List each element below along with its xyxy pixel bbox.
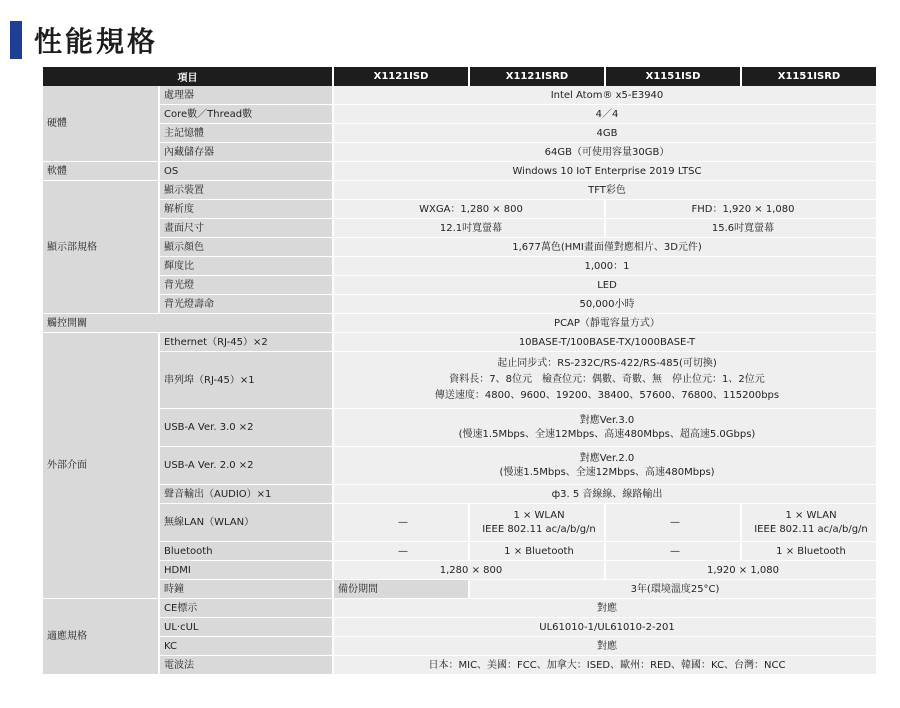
table-row bbox=[43, 124, 876, 143]
spec-value-15: 1,920 × 1,080 bbox=[605, 561, 876, 580]
wlan-line-2: IEEE 802.11 ac/a/b/g/n bbox=[482, 523, 596, 535]
spec-label: 無線LAN（WLAN） bbox=[159, 504, 333, 542]
serial-line-3: 傳送速度：4800、9600、19200、38400、57600、76800、115200bps bbox=[434, 390, 780, 401]
spec-value-dash: — bbox=[605, 504, 741, 542]
spec-value: Intel Atom® x5-E3940 bbox=[333, 86, 876, 105]
spec-value-15: FHD：1,920 × 1,080 bbox=[605, 200, 876, 219]
table-row bbox=[43, 314, 876, 333]
spec-value: Windows 10 IoT Enterprise 2019 LTSC bbox=[333, 162, 876, 181]
spec-value: PCAP（靜電容量方式） bbox=[333, 314, 876, 333]
header-model-3: X1151ISD bbox=[605, 67, 741, 86]
spec-value-15: 15.6吋寬螢幕 bbox=[605, 219, 876, 238]
spec-value: 10BASE-T/100BASE-TX/1000BASE-T bbox=[333, 333, 876, 352]
spec-value: 日本：MIC、美國：FCC、加拿大：ISED、歐州：RED、韓國：KC、台灣：NCC bbox=[333, 656, 876, 675]
spec-label: 顯示顏色 bbox=[159, 238, 333, 257]
table-row bbox=[43, 200, 876, 219]
spec-value: 對應 bbox=[333, 637, 876, 656]
header-row bbox=[43, 67, 876, 86]
spec-label: USB-A Ver. 2.0 ×2 bbox=[159, 447, 333, 485]
table-row bbox=[43, 257, 876, 276]
spec-label: USB-A Ver. 3.0 ×2 bbox=[159, 409, 333, 447]
wlan-line-1: 1 × WLAN bbox=[513, 509, 565, 521]
spec-label: 電波法 bbox=[159, 656, 333, 675]
header-item: 項目 bbox=[43, 67, 333, 86]
table-row bbox=[43, 580, 876, 599]
usb3-line-1: 對應Ver.3.0 bbox=[579, 414, 635, 426]
category-hardware: 硬體 bbox=[43, 86, 159, 162]
spec-value: UL61010-1/UL61010-2-201 bbox=[333, 618, 876, 637]
table-row bbox=[43, 409, 876, 447]
spec-value: TFT彩色 bbox=[333, 181, 876, 200]
spec-value-dash: — bbox=[333, 542, 469, 561]
spec-value: ф3. 5 音線線、線路輸出 bbox=[333, 485, 876, 504]
spec-label: Ethernet（RJ-45）×2 bbox=[159, 333, 333, 352]
spec-value bbox=[741, 504, 876, 542]
spec-value: 4GB bbox=[333, 124, 876, 143]
serial-line-2: 資料長：7、8位元 檢查位元：偶數、奇數、無 停止位元：1、2位元 bbox=[449, 374, 765, 385]
spec-label: 畫面尺寸 bbox=[159, 219, 333, 238]
spec-label: Bluetooth bbox=[159, 542, 333, 561]
spec-value: LED bbox=[333, 276, 876, 295]
spec-value: 1,677萬色(HMI畫面僅對應相片、3D元件) bbox=[333, 238, 876, 257]
spec-label: 顯示裝置 bbox=[159, 181, 333, 200]
spec-value: 4／4 bbox=[333, 105, 876, 124]
spec-label: 主記憶體 bbox=[159, 124, 333, 143]
spec-label: HDMI bbox=[159, 561, 333, 580]
table-row bbox=[43, 656, 876, 675]
category-standards: 適應規格 bbox=[43, 599, 159, 675]
spec-label: 輝度比 bbox=[159, 257, 333, 276]
category-software: 軟體 bbox=[43, 162, 159, 181]
table-row bbox=[43, 618, 876, 637]
table-row bbox=[43, 447, 876, 485]
spec-label: UL·cUL bbox=[159, 618, 333, 637]
table-row bbox=[43, 599, 876, 618]
table-row bbox=[43, 504, 876, 542]
table-row bbox=[43, 542, 876, 561]
table-row bbox=[43, 181, 876, 200]
spec-value: 64GB（可使用容量30GB） bbox=[333, 143, 876, 162]
spec-label: 解析度 bbox=[159, 200, 333, 219]
spec-value-dash: — bbox=[333, 504, 469, 542]
spec-label: OS bbox=[159, 162, 333, 181]
table-row bbox=[43, 333, 876, 352]
spec-value: 1 × Bluetooth bbox=[741, 542, 876, 561]
spec-value: 1,000：1 bbox=[333, 257, 876, 276]
header-model-1: X1121ISD bbox=[333, 67, 469, 86]
category-interface: 外部介面 bbox=[43, 333, 159, 599]
title-accent-bar bbox=[10, 21, 22, 59]
wlan-line-2: IEEE 802.11 ac/a/b/g/n bbox=[754, 523, 868, 535]
table-row bbox=[43, 143, 876, 162]
spec-value: 對應 bbox=[333, 599, 876, 618]
table-row bbox=[43, 637, 876, 656]
table-row bbox=[43, 219, 876, 238]
category-touch: 觸控開關 bbox=[43, 314, 333, 333]
spec-value bbox=[333, 447, 876, 485]
page-title: 性能規格 bbox=[34, 25, 159, 58]
spec-label: 處理器 bbox=[159, 86, 333, 105]
table-row bbox=[43, 86, 876, 105]
table-row bbox=[43, 276, 876, 295]
spec-label: 內藏儲存器 bbox=[159, 143, 333, 162]
table-row bbox=[43, 561, 876, 580]
table-row bbox=[43, 485, 876, 504]
table-row bbox=[43, 162, 876, 181]
spec-value-12: WXGA：1,280 × 800 bbox=[333, 200, 605, 219]
spec-table bbox=[43, 67, 876, 675]
spec-value-12: 12.1吋寬螢幕 bbox=[333, 219, 605, 238]
category-clock: 時鐘 bbox=[159, 580, 333, 599]
spec-label: 備份期間 bbox=[333, 580, 469, 599]
spec-label: 背光燈 bbox=[159, 276, 333, 295]
header-model-4: X1151ISRD bbox=[741, 67, 876, 86]
spec-label: 背光燈壽命 bbox=[159, 295, 333, 314]
spec-label: 聲音輸出（AUDIO）×1 bbox=[159, 485, 333, 504]
spec-label: CE標示 bbox=[159, 599, 333, 618]
usb2-line-2: (慢速1.5Mbps、全速12Mbps、高速480Mbps) bbox=[499, 466, 715, 478]
usb3-line-2: (慢速1.5Mbps、全速12Mbps、高速480Mbps、超高速5.0Gbps) bbox=[458, 428, 756, 440]
spec-value: 50,000小時 bbox=[333, 295, 876, 314]
serial-line-1: 起止同步式：RS-232C/RS-422/RS-485(可切換) bbox=[497, 358, 717, 369]
table-row bbox=[43, 105, 876, 124]
header-model-2: X1121ISRD bbox=[469, 67, 605, 86]
spec-value bbox=[333, 409, 876, 447]
spec-label: KC bbox=[159, 637, 333, 656]
page-header bbox=[10, 18, 158, 62]
spec-label: Core數／Thread數 bbox=[159, 105, 333, 124]
spec-value bbox=[469, 504, 605, 542]
table-row bbox=[43, 352, 876, 409]
usb2-line-1: 對應Ver.2.0 bbox=[579, 452, 635, 464]
spec-value: 3年(環境溫度25°C) bbox=[469, 580, 876, 599]
spec-value-12: 1,280 × 800 bbox=[333, 561, 605, 580]
table-row bbox=[43, 238, 876, 257]
table-row bbox=[43, 295, 876, 314]
spec-value bbox=[333, 352, 876, 409]
spec-label: 串列埠（RJ-45）×1 bbox=[159, 352, 333, 409]
spec-value: 1 × Bluetooth bbox=[469, 542, 605, 561]
spec-value-dash: — bbox=[605, 542, 741, 561]
category-display: 顯示部規格 bbox=[43, 181, 159, 314]
wlan-line-1: 1 × WLAN bbox=[785, 509, 837, 521]
